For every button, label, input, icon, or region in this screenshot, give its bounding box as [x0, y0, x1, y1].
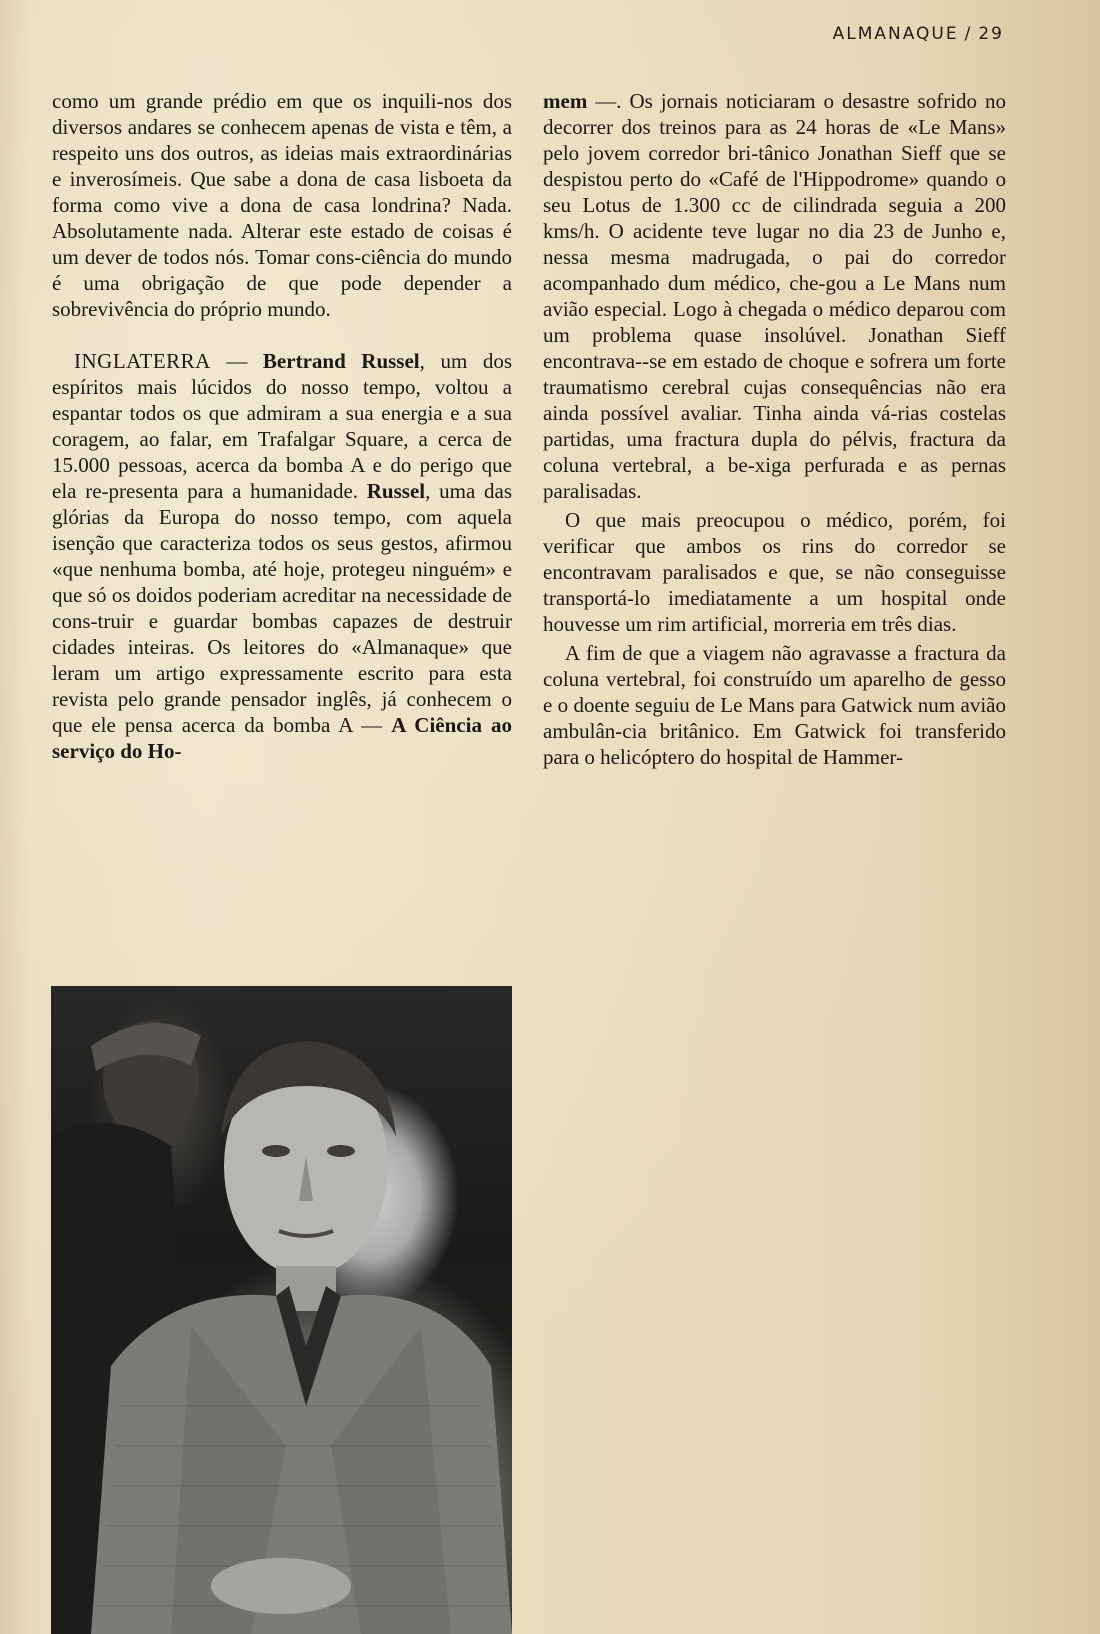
article-title: A Ciência ao serviço do Ho- [52, 713, 512, 763]
paragraph-transport: A fim de que a viagem não agravasse a fractura da coluna vertebral, foi construído um aparelho de gesso e o doente seguiu de Le Mans para Gatwick num avião ambulân-cia britânico. Em Gatwick foi transferido para o helicóptero do hospital de Hammer- [543, 641, 1006, 769]
paragraph-kidneys: O que mais preocupou o médico, porém, foi verificar que ambos os rins do corredor se encontravam paralisados e que, se não conseguisse transportá-lo imediatamente a um hospital onde houvesse um rim artificial, morreria em três dias. [543, 508, 1006, 636]
paragraph-text-a: , um dos espíritos mais lúcidos do nosso tempo, voltou a espantar todos os que admiram a sua energia e a sua coragem, ao falar, em Trafalgar Square, a cerca de 15.000 pessoas, acerca da bomba A e do perigo que ela re-presenta para a humanidade. [52, 349, 512, 503]
paragraph-intro-continuation: como um grande prédio em que os inquili-nos dos diversos andares se conhecem apenas de vista e têm, a respeito uns dos outros, as ideias mais extraordinárias e inverosímeis. Que sabe a dona de casa lisboeta da forma como vive a dona de casa londrina? Nada. Absolutamente nada. Alterar este estado de coisas é um dever de todos nós. Tomar cons-ciência do mundo é uma obrigação de que pode depender a sobrevivência do próprio mundo. [52, 89, 512, 321]
country-heading: INGLATERRA [74, 349, 211, 373]
left-column [52, 88, 512, 764]
article-title-end: mem [543, 89, 588, 113]
person-name: Bertrand Russel [262, 349, 420, 373]
right-column [543, 88, 1006, 770]
running-header [833, 24, 1004, 44]
portrait-photo [51, 986, 512, 1634]
paragraph-accident [543, 88, 1006, 504]
header-separator: / [964, 24, 973, 44]
heading-dash: — [210, 349, 263, 373]
section-title: ALMANAQUE [832, 24, 959, 44]
paragraph-accident-text: —. Os jornais noticiaram o desastre sofrido no decorrer dos treinos para as 24 horas de «Le Mans» pelo jovem corredor bri-tânico Jonathan Sieff que se despistou perto do «Café de l'Hippodrome» quando o seu Lotus de 1.300 cc de cilindrada seguia a 200 kms/h. O acidente teve lugar no dia 23 de Junho e, nessa mesma madrugada, o pai do corredor acompanhado dum médico, che-gou a Le Mans num avião especial. Logo à chegada o médico deparou com um problema quase insolúvel. Jonathan Sieff encontrava--se em estado de choque e sofrera um forte traumatismo cerebral cujas consequências não era ainda possível avaliar. Tinha ainda vá-rias costelas partidas, uma fractura dupla do pélvis, fractura da coluna vertebral, a be-xiga perfurada e as pernas paralisadas. [543, 89, 1006, 503]
paragraph-inglaterra [52, 348, 512, 764]
person-name-repeat: Russel [366, 479, 426, 503]
page-number: 29 [978, 24, 1004, 44]
photo-portrait-icon [51, 986, 512, 1634]
paragraph-text-b: , uma das glórias da Europa do nosso tempo, com aquela isenção que caracteriza todos os seus gestos, afirmou «que nenhuma bomba, até hoje, protegeu ninguém» e que só os doidos poderiam acreditar na necessidade de cons-truir e guardar bombas capazes de destruir cidades inteiras. Os leitores do «Almanaque» que leram um artigo expressamente escrito para esta revista pelo grande pensador inglês, já conhecem o que ele pensa acerca da bomba A — [52, 479, 512, 737]
